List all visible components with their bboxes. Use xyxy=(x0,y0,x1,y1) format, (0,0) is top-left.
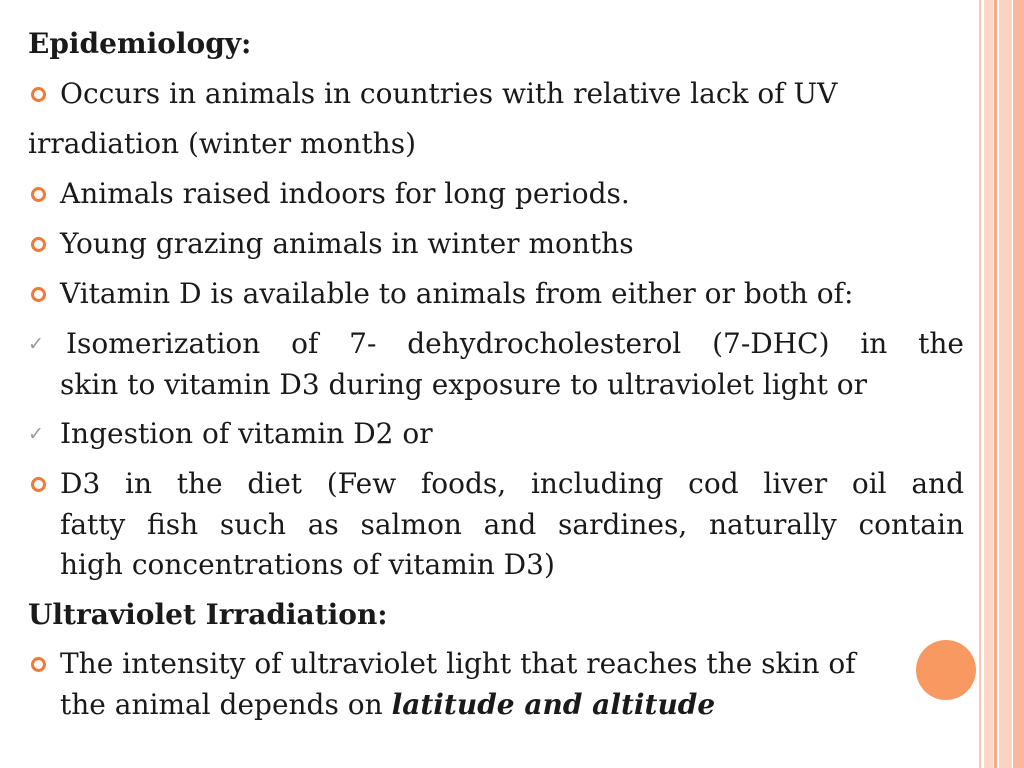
bullet-icon xyxy=(31,477,46,492)
bullet-text: fatty fish such as salmon and sardines, naturally contain xyxy=(60,508,964,541)
bullet-text: high concentrations of vitamin D3) xyxy=(60,548,555,581)
decor-stripe xyxy=(994,0,997,768)
decor-stripe xyxy=(984,0,993,768)
section-heading-epidemiology: Epidemiology: xyxy=(28,27,252,60)
checkmark-icon: ✓ xyxy=(28,423,44,445)
check-text: Isomerization of 7- dehydrocholesterol (7-DHC) in the xyxy=(66,327,964,360)
bullet-text xyxy=(60,685,964,725)
check-text: skin to vitamin D3 during exposure to ultraviolet light or xyxy=(60,368,868,401)
bullet-text-part: of xyxy=(828,647,856,680)
bullet-icon xyxy=(31,237,46,252)
section-heading-uv: Ultraviolet Irradiation: xyxy=(28,598,388,631)
decor-stripe xyxy=(979,0,981,768)
bullet-text: D3 in the diet (Few foods, including cod liver oil and xyxy=(60,467,964,500)
bullet-icon xyxy=(31,657,46,672)
bullet-icon xyxy=(31,187,46,202)
decor-stripe xyxy=(1013,0,1024,768)
bullet-continuation: irradiation (winter months) xyxy=(28,127,416,160)
decor-stripe xyxy=(999,0,1012,768)
bullet-text-part: The intensity of ultraviolet light that reaches the skin xyxy=(60,647,820,680)
emphasis-text: latitude and altitude xyxy=(391,688,716,721)
bullet-text: Animals raised indoors for long periods. xyxy=(60,177,630,210)
bullet-text xyxy=(60,644,964,684)
bullet-text: Vitamin D is available to animals from either or both of: xyxy=(60,277,854,310)
bullet-text: Occurs in animals in countries with relative lack of UV xyxy=(60,77,838,110)
bullet-text: Young grazing animals in winter months xyxy=(60,227,634,260)
bullet-icon xyxy=(31,287,46,302)
bullet-icon xyxy=(31,87,46,102)
check-text: Ingestion of vitamin D2 or xyxy=(60,417,433,450)
checkmark-icon: ✓ xyxy=(28,333,44,355)
bullet-text-part: the animal depends on xyxy=(60,688,383,721)
